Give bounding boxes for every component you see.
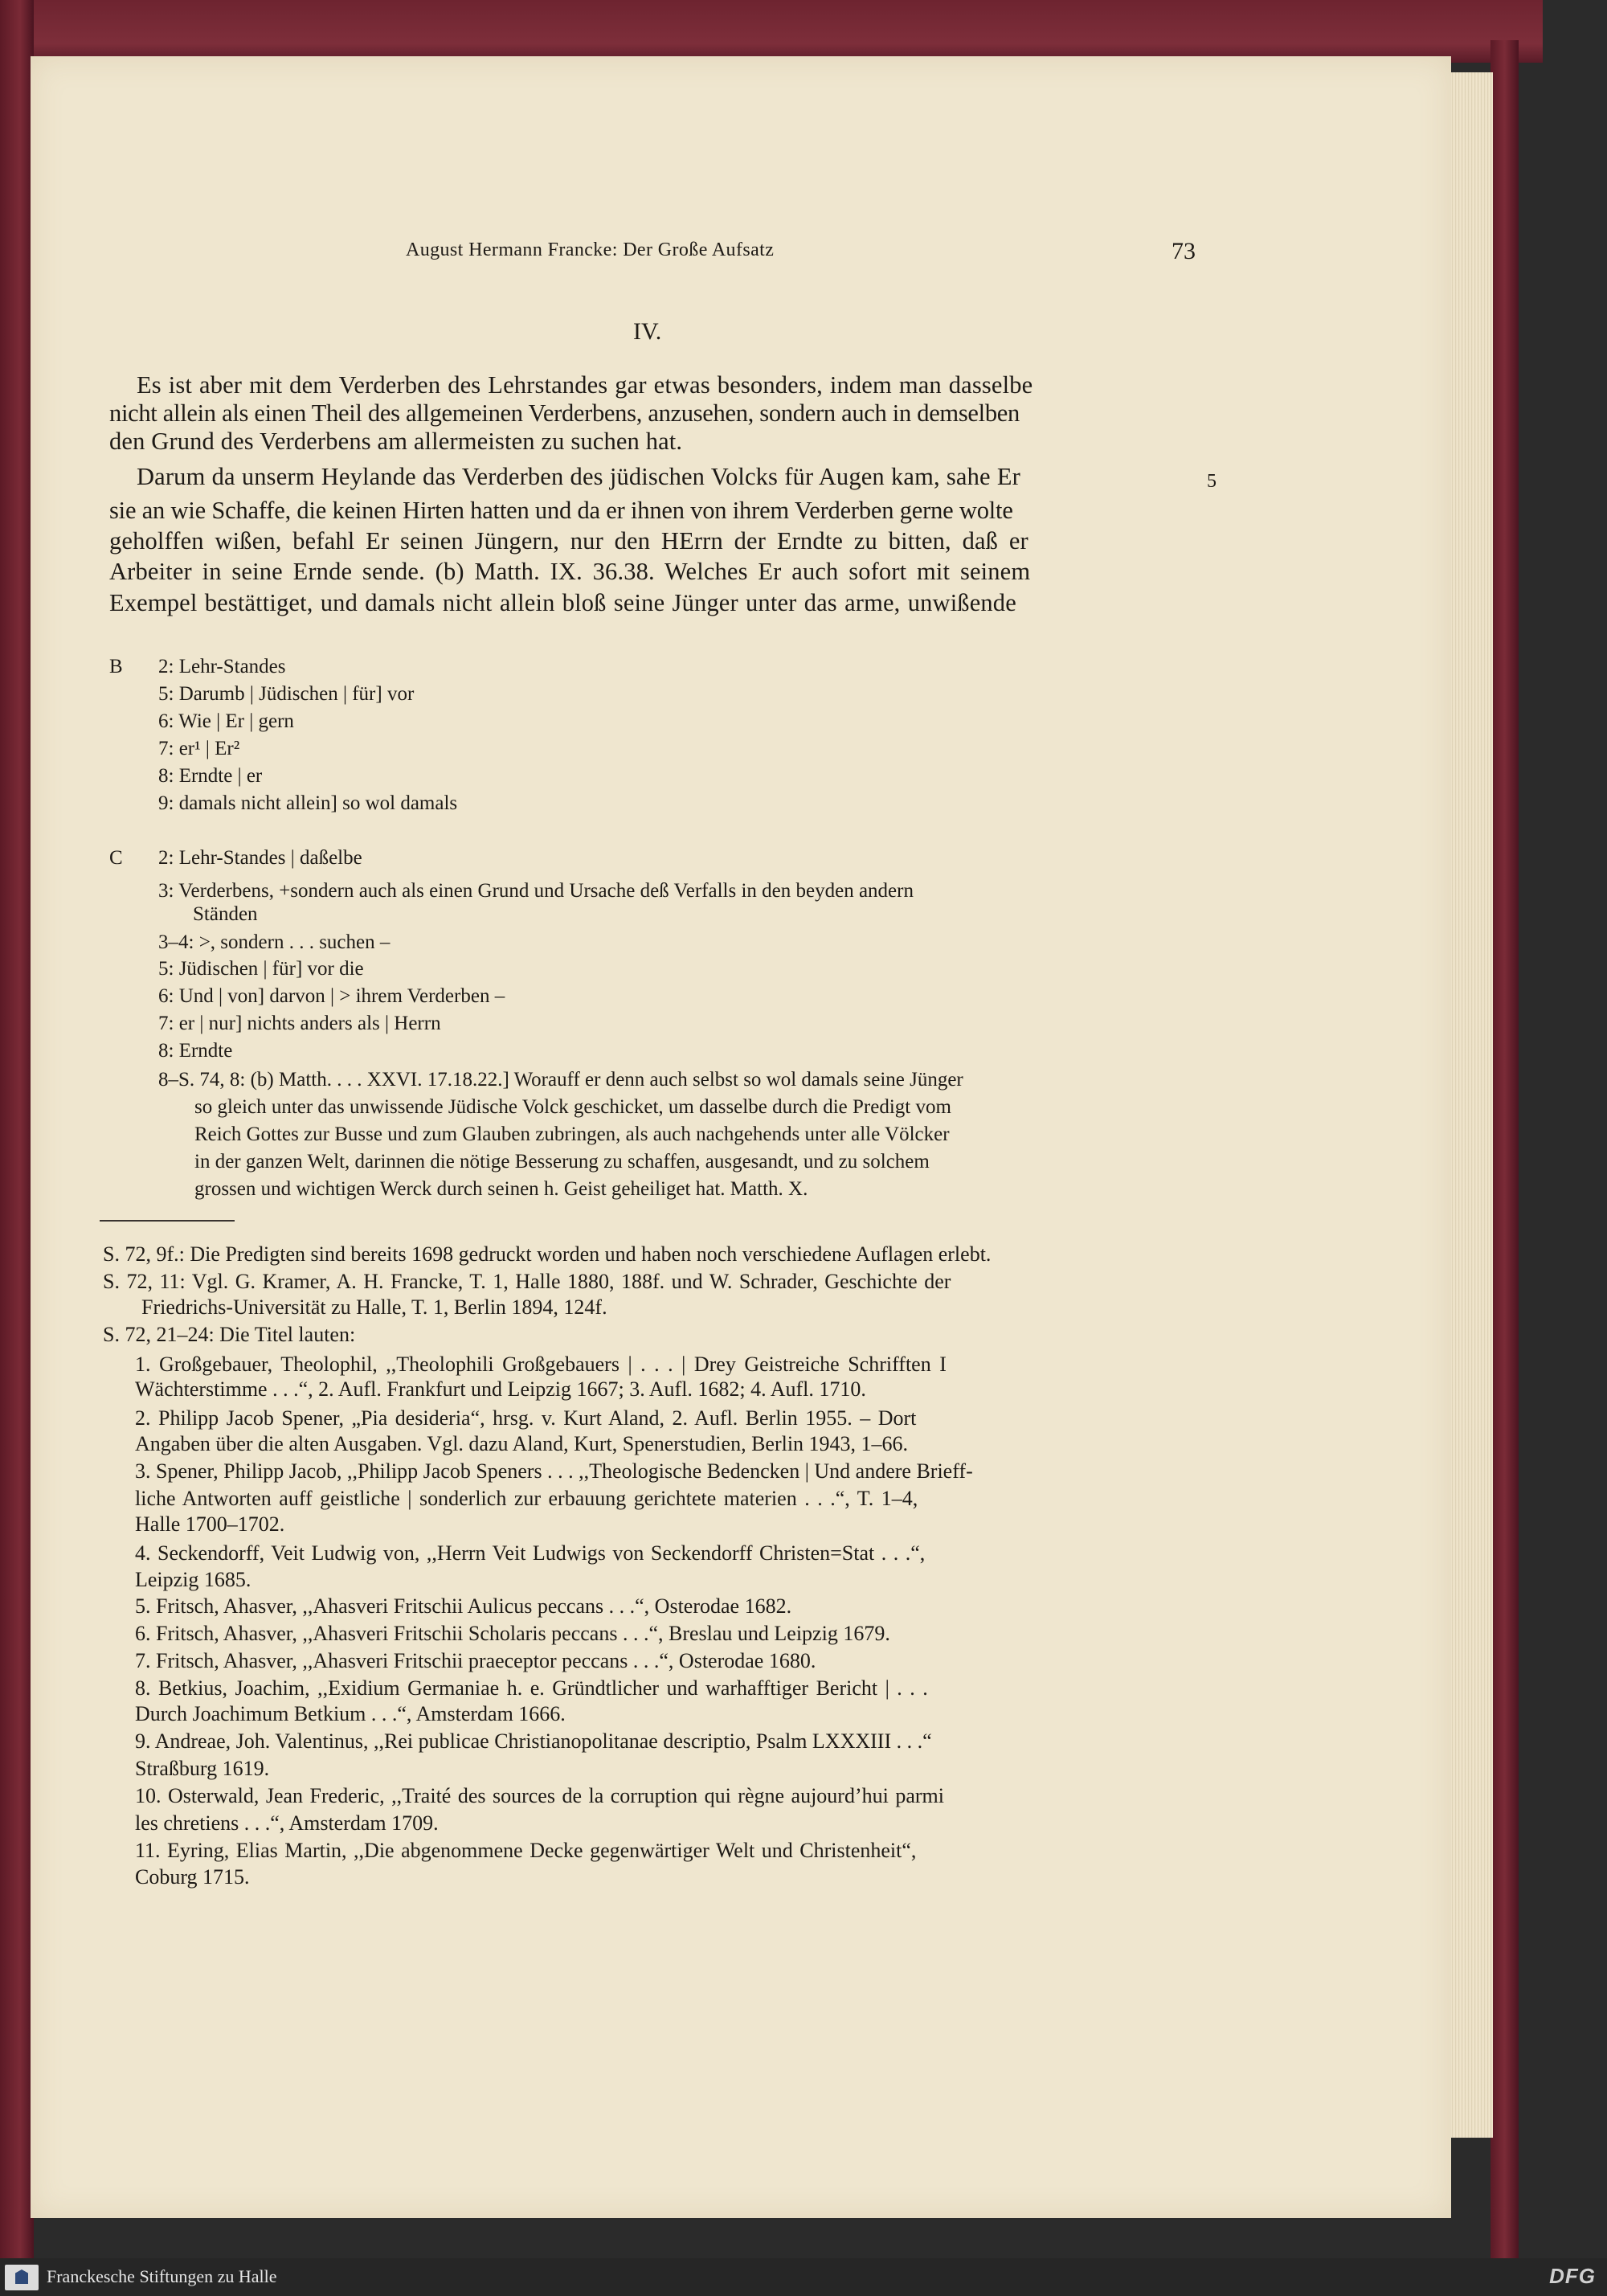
note-line: Friedrichs-Universität zu Halle, T. 1, Berlin 1894, 124f. — [141, 1295, 607, 1319]
apparatus-entry: 5: Darumb | Jüdischen | für] vor — [158, 683, 415, 705]
note-line: Wächterstimme . . .“, 2. Aufl. Frankfurt und Leipzig 1667; 3. Aufl. 1682; 4. Aufl. 1710. — [135, 1377, 866, 1401]
book-cover-left — [0, 0, 34, 2258]
body-line: nicht allein als einen Theil des allgemeinen Verderbens, anzusehen, sondern auch in demselben — [109, 399, 1020, 427]
apparatus-entry: 8: Erndte | er — [158, 765, 263, 787]
apparatus-entry: 8: Erndte — [158, 1040, 233, 1062]
footnote-rule — [100, 1220, 235, 1222]
note-line: 10. Osterwald, Jean Frederic, ,,Traité des sources de la corruption qui règne aujourd’hui parmi — [135, 1784, 944, 1807]
note-line: 6. Fritsch, Ahasver, ,,Ahasveri Fritschii Scholaris peccans . . .“, Breslau und Leipzig 1679. — [135, 1622, 890, 1645]
note-line: Halle 1700–1702. — [135, 1512, 285, 1536]
body-line: geholffen wißen, befahl Er seinen Jüngern, nur den HErrn der Erndte zu bitten, daß er — [109, 527, 1028, 555]
apparatus-entry: 5: Jüdischen | für] vor die — [158, 958, 364, 980]
note-line: 9. Andreae, Joh. Valentinus, ,,Rei publicae Christianopolitanae descriptio, Psalm LXXXIII . . .“ — [135, 1729, 932, 1753]
apparatus-entry: grossen und wichtigen Werck durch seinen h. Geist geheiliget hat. Matth. X. — [194, 1178, 808, 1200]
apparatus-entry: 2: Lehr-Standes — [158, 656, 286, 677]
institution-logo-icon — [5, 2265, 39, 2290]
page-number: 73 — [1172, 238, 1196, 264]
body-line: Exempel bestättiget, und damals nicht allein bloß seine Jünger unter das arme, unwißende — [109, 589, 1016, 616]
apparatus-entry: 3: Verderbens, +sondern auch als einen Grund und Ursache deß Verfalls in den beyden andern — [158, 880, 914, 902]
apparatus-entry: 8–S. 74, 8: (b) Matth. . . . XXVI. 17.18.22.] Worauff er denn auch selbst so wol damals seine Jünger — [158, 1069, 963, 1091]
note-line: 1. Großgebauer, Theolophil, ,,Theolophili Großgebauers | . . . | Drey Geistreiche Schrifften I — [135, 1353, 947, 1376]
apparatus-entry: 9: damals nicht allein] so wol damals — [158, 792, 458, 814]
book-cover-top — [0, 0, 1543, 63]
dfg-logo: DFG — [1549, 2264, 1596, 2288]
note-line: Straßburg 1619. — [135, 1757, 270, 1780]
note-line: 3. Spener, Philipp Jacob, ,,Philipp Jacob Speners . . . ,,Theologische Bedencken | Und andere Brieff- — [135, 1459, 973, 1483]
body-line: den Grund des Verderbens am allermeisten zu suchen hat. — [109, 428, 683, 455]
apparatus-entry: so gleich unter das unwissende Jüdische Volck geschicket, um dasselbe durch die Predigt vom — [194, 1096, 951, 1118]
apparatus-entry: 2: Lehr-Standes | daßelbe — [158, 847, 362, 869]
note-line: Durch Joachimum Betkium . . .“, Amsterdam 1666. — [135, 1702, 566, 1725]
note-line: 7. Fritsch, Ahasver, ,,Ahasveri Fritschii praeceptor peccans . . .“, Osterodae 1680. — [135, 1649, 816, 1672]
body-line: sie an wie Schaffe, die keinen Hirten hatten und da er ihnen von ihrem Verderben gerne wolte — [109, 497, 1013, 524]
note-line: Leipzig 1685. — [135, 1568, 251, 1591]
apparatus-siglum: C — [109, 847, 123, 869]
apparatus-entry: 7: er¹ | Er² — [158, 738, 240, 759]
apparatus-entry: 7: er | nur] nichts anders als | Herrn — [158, 1013, 441, 1034]
body-line: Arbeiter in seine Ernde sende. (b) Matth. IX. 36.38. Welches Er auch sofort mit seinem — [109, 558, 1031, 585]
note-line: Angaben über die alten Ausgaben. Vgl. dazu Aland, Kurt, Spenerstudien, Berlin 1943, 1–66. — [135, 1432, 909, 1455]
apparatus-entry: 3–4: >, sondern . . . suchen – — [158, 931, 391, 953]
apparatus-siglum: B — [109, 656, 123, 677]
running-title: August Hermann Francke: Der Große Aufsatz — [406, 239, 775, 260]
note-line: les chretiens . . .“, Amsterdam 1709. — [135, 1811, 439, 1835]
apparatus-entry: Ständen — [193, 903, 258, 925]
apparatus-entry: 6: Wie | Er | gern — [158, 710, 294, 732]
note-line: S. 72, 11: Vgl. G. Kramer, A. H. Francke, T. 1, Halle 1880, 188f. und W. Schrader, Geschichte der — [103, 1270, 951, 1293]
note-line: 2. Philipp Jacob Spener, „Pia desideria“, hrsg. v. Kurt Aland, 2. Aufl. Berlin 1955. – Dort — [135, 1406, 917, 1430]
note-line: 5. Fritsch, Ahasver, ,,Ahasveri Fritschii Aulicus peccans . . .“, Osterodae 1682. — [135, 1594, 792, 1618]
body-line: Es ist aber mit dem Verderben des Lehrstandes gar etwas besonders, indem man dasselbe — [137, 371, 1033, 399]
page-edges — [1446, 72, 1493, 2138]
apparatus-entry: 6: Und | von] darvon | > ihrem Verderben – — [158, 985, 505, 1007]
note-line: liche Antworten auff geistliche | sonderlich zur erbauung gerichtete materien . . .“, T. 1–4, — [135, 1487, 918, 1510]
apparatus-entry: in der ganzen Welt, darinnen die nötige Besserung zu schaffen, ausgesandt, und zu solchem — [194, 1151, 930, 1173]
note-line: 11. Eyring, Elias Martin, ,,Die abgenommene Decke gegenwärtiger Welt und Christenheit“, — [135, 1839, 917, 1862]
body-line: Darum da unserm Heylande das Verderben des jüdischen Volcks für Augen kam, sahe Er — [137, 463, 1020, 490]
book-cover-right — [1490, 40, 1519, 2258]
line-number-marker: 5 — [1207, 471, 1216, 492]
footer-institution: Franckesche Stiftungen zu Halle — [47, 2266, 277, 2286]
apparatus-entry: Reich Gottes zur Busse und zum Glauben zubringen, als auch nachgehends unter alle Völcker — [194, 1123, 950, 1145]
note-line: Coburg 1715. — [135, 1865, 250, 1889]
note-line: 8. Betkius, Joachim, ,,Exidium Germaniae h. e. Gründtlicher und warhafftiger Bericht | . . . — [135, 1676, 928, 1700]
section-heading: IV. — [633, 318, 662, 345]
note-line: 4. Seckendorff, Veit Ludwig von, ,,Herrn Veit Ludwigs von Seckendorff Christen=Stat . . .“, — [135, 1541, 926, 1565]
note-line: S. 72, 21–24: Die Titel lauten: — [103, 1323, 356, 1346]
note-line: S. 72, 9f.: Die Predigten sind bereits 1698 gedruckt worden und haben noch verschiedene Auflagen erlebt. — [103, 1242, 992, 1266]
